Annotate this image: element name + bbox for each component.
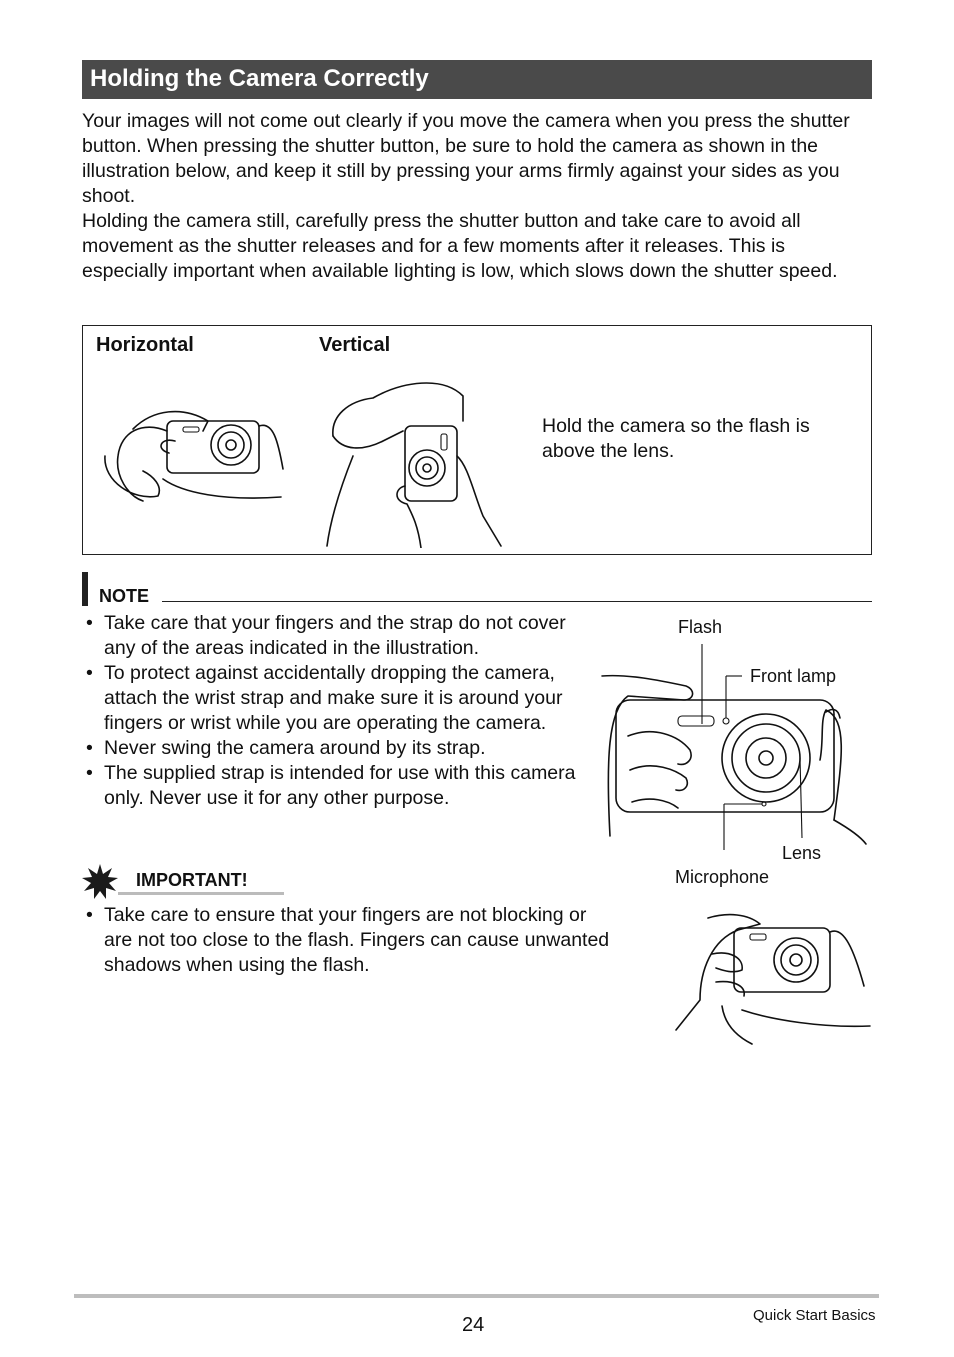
horizontal-label: Horizontal <box>96 334 194 356</box>
intro-paragraph-1: Your images will not come out clearly if you move the camera when you press the shutter button. When pressing the shutter button, be sure to hold the camera as shown in the illustration below, and keep it still by pressing your arms firmly against your sides as you shoot. <box>82 110 850 207</box>
note-divider <box>162 601 872 602</box>
list-item: • Take care to ensure that your fingers are not blocking or are not too close to the flash. Fingers can cause unwanted shadows when using the flash. <box>82 903 612 978</box>
page-title: Holding the Camera Correctly <box>90 65 429 92</box>
important-list <box>82 903 612 978</box>
important-burst-icon <box>82 864 118 900</box>
important-divider <box>118 892 284 895</box>
note-label: NOTE <box>99 586 150 606</box>
vertical-hold-illustration <box>323 376 503 548</box>
hold-illustration-small <box>672 910 872 1046</box>
section-title-bar <box>82 60 872 99</box>
horizontal-hold-illustration <box>103 401 288 511</box>
list-item: • Never swing the camera around by its strap. <box>82 736 592 761</box>
hold-instruction: Hold the camera so the flash is above the lens. <box>542 415 810 462</box>
page-number: 24 <box>462 1314 485 1336</box>
list-item: • Take care that your fingers and the strap do not cover any of the areas indicated in the illustration. <box>82 611 592 661</box>
note-marker <box>82 572 88 606</box>
callout-flash: Flash <box>678 617 723 637</box>
list-item: • The supplied strap is intended for use with this camera only. Never use it for any other purpose. <box>82 761 592 811</box>
important-label: IMPORTANT! <box>136 870 248 890</box>
section-name: Quick Start Basics <box>753 1307 876 1324</box>
list-item: • To protect against accidentally dropping the camera, attach the wrist strap and make sure it is around your fingers or wrist while you are operating the camera. <box>82 661 592 736</box>
orientation-box <box>82 325 872 555</box>
note-list <box>82 611 592 811</box>
callout-microphone: Microphone <box>675 867 770 887</box>
callout-front-lamp: Front lamp <box>750 666 837 686</box>
intro-text <box>82 109 872 284</box>
intro-paragraph-2: Holding the camera still, carefully press the shutter button and take care to avoid all movement as the shutter releases and for a few moments after it releases. This is especially important when available lighting is low, which slows down the shutter speed. <box>82 210 838 282</box>
callout-lens: Lens <box>782 843 822 863</box>
footer-divider <box>74 1294 879 1298</box>
vertical-label: Vertical <box>319 334 391 356</box>
